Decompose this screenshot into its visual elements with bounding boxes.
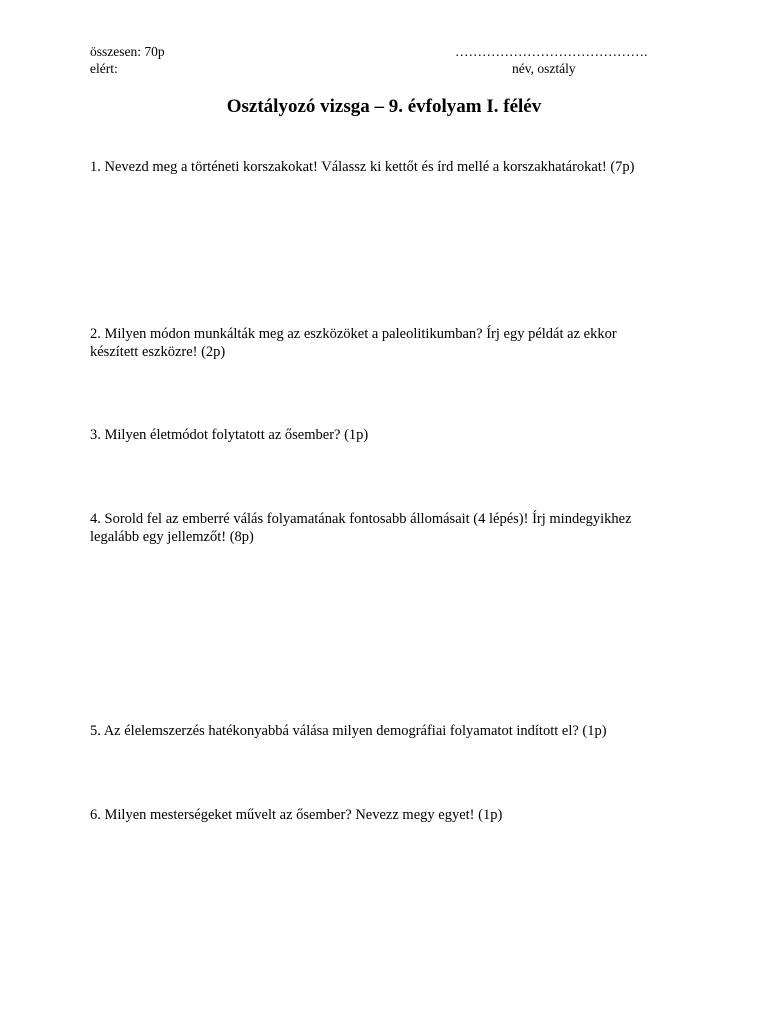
- question-5: [90, 722, 690, 740]
- question-6: [90, 806, 690, 824]
- total-points-label: összesen: 70p: [90, 44, 165, 59]
- question-6-line-1: 6. Milyen mesterségeket művelt az ősember? Nevezz megy egyet! (1p): [90, 807, 503, 823]
- question-4-line-2: legalább egy jellemzőt! (8p): [90, 529, 254, 545]
- name-fill-line: …………………………………….: [455, 44, 648, 59]
- question-1: [90, 158, 690, 176]
- question-1-line-1: 1. Nevezd meg a történeti korszakokat! Válassz ki kettőt és írd mellé a korszakhatárokat! (7p): [90, 159, 635, 175]
- question-2-line-2: készített eszközre! (2p): [90, 344, 226, 360]
- name-class-label: név, osztály: [512, 61, 576, 76]
- question-4: [90, 510, 690, 546]
- achieved-points-label: elért:: [90, 61, 118, 76]
- question-4-line-1: 4. Sorold fel az emberré válás folyamatának fontosabb állomásait (4 lépés)! Írj mindegyikhez: [90, 511, 632, 527]
- question-2-line-1: 2. Milyen módon munkálták meg az eszközöket a paleolitikumban? Írj egy példát az ekkor: [90, 326, 617, 342]
- question-3-line-1: 3. Milyen életmódot folytatott az ősember? (1p): [90, 427, 369, 443]
- question-3: [90, 426, 690, 444]
- question-2: [90, 325, 690, 361]
- exam-title: Osztályozó vizsga – 9. évfolyam I. félév: [226, 96, 542, 117]
- question-5-line-1: 5. Az élelemszerzés hatékonyabbá válása milyen demográfiai folyamatot indított el? (1p): [90, 723, 607, 739]
